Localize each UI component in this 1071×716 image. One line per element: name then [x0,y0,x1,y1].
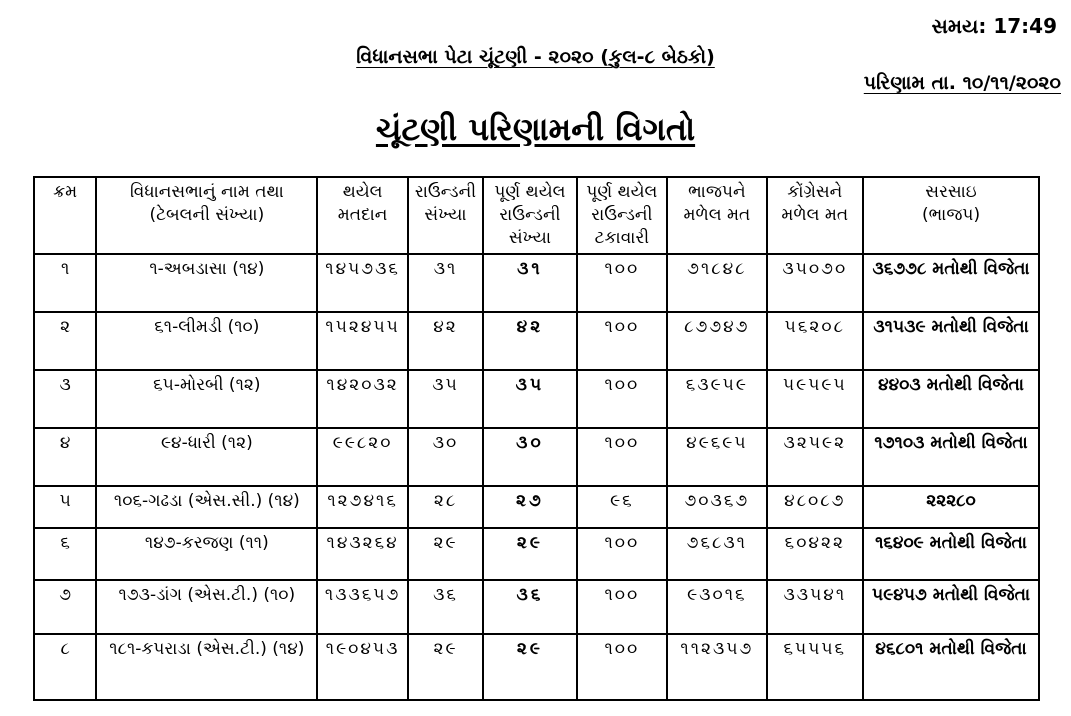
table-row [34,580,1039,634]
table-row [34,634,1039,700]
serial-cell: ૭ [34,580,96,634]
rounds-count-cell: ૩૧ [408,254,483,312]
constituency-name-cell: ૧૦૬-ગઢડા (એસ.સી.) (૧૪) [96,486,317,528]
congress-votes-cell: ૩૨૫૯૨ [767,428,863,486]
results-table-body [34,254,1039,700]
table-row [34,528,1039,580]
votes-polled-cell: ૧૫૨૪૫૫ [317,312,407,370]
completed-rounds-cell: ૪૨ [483,312,576,370]
column-header-votes-polled: થયેલ મતદાન [317,177,407,254]
constituency-name-cell: ૧૪૭-કરજણ (૧૧) [96,528,317,580]
votes-polled-cell: ૧૩૩૬૫૭ [317,580,407,634]
completed-rounds-percent-cell: ૧૦૦ [577,370,667,428]
result-date-text: પરિણામ તા. ૧૦/૧૧/૨૦૨૦ [863,72,1061,94]
margin-cell: ૨૨૨૮૦ [863,486,1039,528]
congress-votes-cell: ૫૬૨૦૮ [767,312,863,370]
bjp-votes-cell: ૪૯૬૯૫ [667,428,766,486]
congress-votes-cell: ૬૫૫૫૬ [767,634,863,700]
rounds-count-cell: ૩૦ [408,428,483,486]
bjp-votes-cell: ૬૩૯૫૯ [667,370,766,428]
constituency-name-cell: ૬૫-મોરબી (૧૨) [96,370,317,428]
result-date [864,72,1061,94]
margin-cell: ૩૬૭૭૮ મતોથી વિજેતા [863,254,1039,312]
margin-cell: ૪૬૮૦૧ મતોથી વિજેતા [863,634,1039,700]
margin-cell: ૫૯૪૫૭ મતોથી વિજેતા [863,580,1039,634]
completed-rounds-percent-cell: ૧૦૦ [577,580,667,634]
election-subtitle [0,46,1071,68]
election-subtitle-text: વિધાનસભા પેટા ચૂંટણી - ૨૦૨૦ (કુલ-૮ બેઠકો) [356,46,715,68]
rounds-count-cell: ૩૫ [408,370,483,428]
congress-votes-cell: ૫૯૫૯૫ [767,370,863,428]
serial-cell: ૪ [34,428,96,486]
margin-cell: ૧૭૧૦૩ મતોથી વિજેતા [863,428,1039,486]
completed-rounds-cell: ૩૬ [483,580,576,634]
column-header-completed-rounds-percent: પૂર્ણ થયેલ રાઉન્ડની ટકાવારી [577,177,667,254]
completed-rounds-percent-cell: ૧૦૦ [577,312,667,370]
congress-votes-cell: ૪૮૦૮૭ [767,486,863,528]
constituency-name-cell: ૧-અબડાસા (૧૪) [96,254,317,312]
page-title-text: ચૂંટણી પરિણામની વિગતો [375,110,696,148]
table-row [34,312,1039,370]
congress-votes-cell: ૬૦૪૨૨ [767,528,863,580]
congress-votes-cell: ૩૫૦૭૦ [767,254,863,312]
serial-cell: ૨ [34,312,96,370]
completed-rounds-percent-cell: ૯૬ [577,486,667,528]
serial-cell: ૩ [34,370,96,428]
bjp-votes-cell: ૭૧૮૪૮ [667,254,766,312]
column-header-bjp-votes: ભાજપને મળેલ મત [667,177,766,254]
rounds-count-cell: ૩૬ [408,580,483,634]
table-row [34,486,1039,528]
margin-cell: ૧૬૪૦૯ મતોથી વિજેતા [863,528,1039,580]
rounds-count-cell: ૪૨ [408,312,483,370]
table-row [34,254,1039,312]
rounds-count-cell: ૨૯ [408,634,483,700]
votes-polled-cell: ૧૪૨૦૩૨ [317,370,407,428]
bjp-votes-cell: ૭૦૩૬૭ [667,486,766,528]
completed-rounds-cell: ૩૧ [483,254,576,312]
completed-rounds-percent-cell: ૧૦૦ [577,428,667,486]
constituency-name-cell: ૯૪-ધારી (૧૨) [96,428,317,486]
completed-rounds-cell: ૨૯ [483,528,576,580]
bjp-votes-cell: ૧૧૨૩૫૭ [667,634,766,700]
column-header-constituency-name: વિધાનસભાનું નામ તથા (ટેબલની સંખ્યા) [96,177,317,254]
completed-rounds-percent-cell: ૧૦૦ [577,634,667,700]
column-header-completed-rounds: પૂર્ણ થયેલ રાઉન્ડની સંખ્યા [483,177,576,254]
serial-cell: ૮ [34,634,96,700]
time-label: સમય: 17:49 [931,14,1057,38]
serial-cell: ૧ [34,254,96,312]
margin-cell: ૪૪૦૩ મતોથી વિજેતા [863,370,1039,428]
serial-cell: ૫ [34,486,96,528]
column-header-serial: ક્રમ [34,177,96,254]
constituency-name-cell: ૧૭૩-ડાંગ (એસ.ટી.) (૧૦) [96,580,317,634]
votes-polled-cell: ૧૪૫૭૩૬ [317,254,407,312]
table-row [34,370,1039,428]
completed-rounds-percent-cell: ૧૦૦ [577,528,667,580]
constituency-name-cell: ૬૧-લીમડી (૧૦) [96,312,317,370]
column-header-margin: સરસાઇ (ભાજપ) [863,177,1039,254]
votes-polled-cell: ૧૪૩૨૬૪ [317,528,407,580]
rounds-count-cell: ૨૮ [408,486,483,528]
column-header-congress-votes: કોંગ્રેસને મળેલ મત [767,177,863,254]
bjp-votes-cell: ૮૭૭૪૭ [667,312,766,370]
margin-cell: ૩૧૫૩૯ મતોથી વિજેતા [863,312,1039,370]
completed-rounds-cell: ૨૯ [483,634,576,700]
bjp-votes-cell: ૭૬૮૩૧ [667,528,766,580]
completed-rounds-percent-cell: ૧૦૦ [577,254,667,312]
serial-cell: ૬ [34,528,96,580]
votes-polled-cell: ૧૨૭૪૧૬ [317,486,407,528]
votes-polled-cell: ૧૯૦૪૫૩ [317,634,407,700]
completed-rounds-cell: ૩૫ [483,370,576,428]
completed-rounds-cell: ૩૦ [483,428,576,486]
table-row [34,428,1039,486]
results-table [33,176,1040,701]
congress-votes-cell: ૩૩૫૪૧ [767,580,863,634]
column-header-rounds-count: રાઉન્ડની સંખ્યા [408,177,483,254]
page-title [0,110,1071,149]
votes-polled-cell: ૯૯૮૨૦ [317,428,407,486]
completed-rounds-cell: ૨૭ [483,486,576,528]
header-row [34,177,1039,254]
bjp-votes-cell: ૯૩૦૧૬ [667,580,766,634]
rounds-count-cell: ૨૯ [408,528,483,580]
constituency-name-cell: ૧૮૧-કપરાડા (એસ.ટી.) (૧૪) [96,634,317,700]
